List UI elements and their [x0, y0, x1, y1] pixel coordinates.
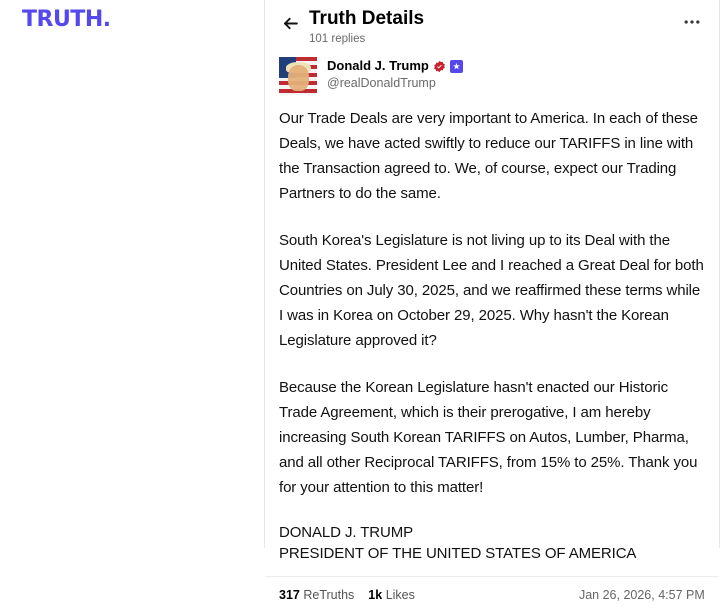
post-paragraph: Our Trade Deals are very important to America. In each of these Deals, we have acted swiftly to reduce our TARIFFS in line with the Transaction agreed to. We, of course, expect our Trading Partners to do the same.	[279, 106, 705, 206]
detail-header	[265, 0, 719, 53]
post-stats-bar	[265, 576, 719, 612]
likes-stat[interactable]	[368, 588, 415, 602]
post-author-row	[279, 53, 705, 95]
author-display-name[interactable]: Donald J. Trump	[327, 58, 429, 74]
brand-logo[interactable]	[22, 6, 111, 32]
likes-count: 1k	[368, 588, 382, 602]
post-timestamp: Jan 26, 2026, 4:57 PM	[579, 588, 705, 602]
header-titles	[309, 8, 679, 47]
ellipsis-icon	[682, 12, 702, 37]
author-names	[327, 57, 463, 92]
post-body	[279, 106, 705, 564]
signature-title: PRESIDENT OF THE UNITED STATES OF AMERICA	[279, 543, 705, 564]
back-button[interactable]	[277, 10, 303, 36]
avatar[interactable]	[279, 57, 317, 95]
author-name-row	[327, 58, 463, 74]
brand-logo-text: TRUTH.	[22, 7, 111, 32]
post-signature	[279, 522, 705, 564]
post-paragraph: Because the Korean Legislature hasn't enacted our Historic Trade Agreement, which is their prerogative, I am hereby increasing South Korean TARIFFS on Autos, Lumber, Pharma, and all other Reciprocal TARIFFS, from 15% to 25%. Thank you for your attention to this matter!	[279, 375, 705, 500]
more-options-button[interactable]	[679, 11, 705, 37]
retruths-stat[interactable]	[279, 588, 354, 602]
page-title: Truth Details	[309, 8, 679, 30]
retruths-label: ReTruths	[303, 588, 354, 602]
likes-label: Likes	[386, 588, 415, 602]
main-column	[264, 0, 720, 548]
author-handle[interactable]: @realDonaldTrump	[327, 75, 463, 92]
official-badge-icon	[450, 60, 463, 73]
post-paragraph: South Korea's Legislature is not living up to its Deal with the United States. President Lee and I reached a Great Deal for both Countries on July 30, 2025, and we reaffirmed these terms while I was in Korea on October 29, 2025. Why hasn't the Korean Legislature approved it?	[279, 228, 705, 353]
retruths-count: 317	[279, 588, 300, 602]
left-sidebar	[0, 0, 264, 548]
arrow-left-icon	[281, 14, 300, 33]
post-container	[265, 53, 719, 564]
verified-badge-icon	[433, 60, 446, 73]
signature-name: DONALD J. TRUMP	[279, 522, 705, 543]
replies-count: 101 replies	[309, 31, 679, 47]
